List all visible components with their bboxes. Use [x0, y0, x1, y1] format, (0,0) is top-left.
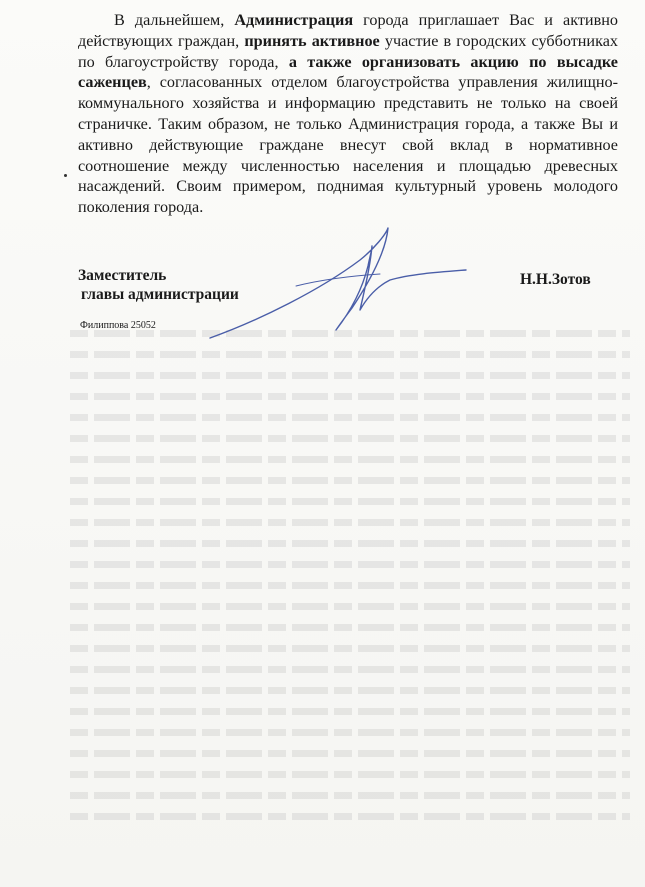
text-part-1: города приглашает Вас и активно действующих граждан,: [78, 11, 618, 50]
text-part-3: , согласованных отделом благоустройства управления жилищно-коммунального хозяйства и информацию представить не только на своей страничке. Таким образом, не только Администрация города, а также Вы и активно действующие граждане внесут свой вклад в нормативное соотношение между численностью населения и площадью древесных насаждений. Своим примером, поднимая культурный уровень молодого поколения города.: [78, 73, 618, 217]
executor-info: Филиппова 25052: [80, 320, 156, 331]
text-intro: В дальнейшем,: [114, 11, 235, 29]
text-accept-active: принять активное: [244, 31, 380, 50]
signatory-name: Н.Н.Зотов: [520, 271, 591, 288]
text-part-2: участие в городских субботниках по благоустройству города,: [78, 31, 618, 71]
letter-body-paragraph: [78, 10, 618, 218]
signatory-title-line-1: Заместитель: [78, 267, 167, 284]
text-plant-seedlings: а также организовать акцию по высадке саженцев: [78, 52, 618, 92]
handwritten-signature: [200, 220, 470, 350]
bleed-through-text: [70, 330, 630, 887]
stray-mark: [64, 174, 67, 177]
signatory-title-line-2: главы администрации: [81, 286, 239, 303]
text-administration: Администрация: [234, 11, 354, 29]
